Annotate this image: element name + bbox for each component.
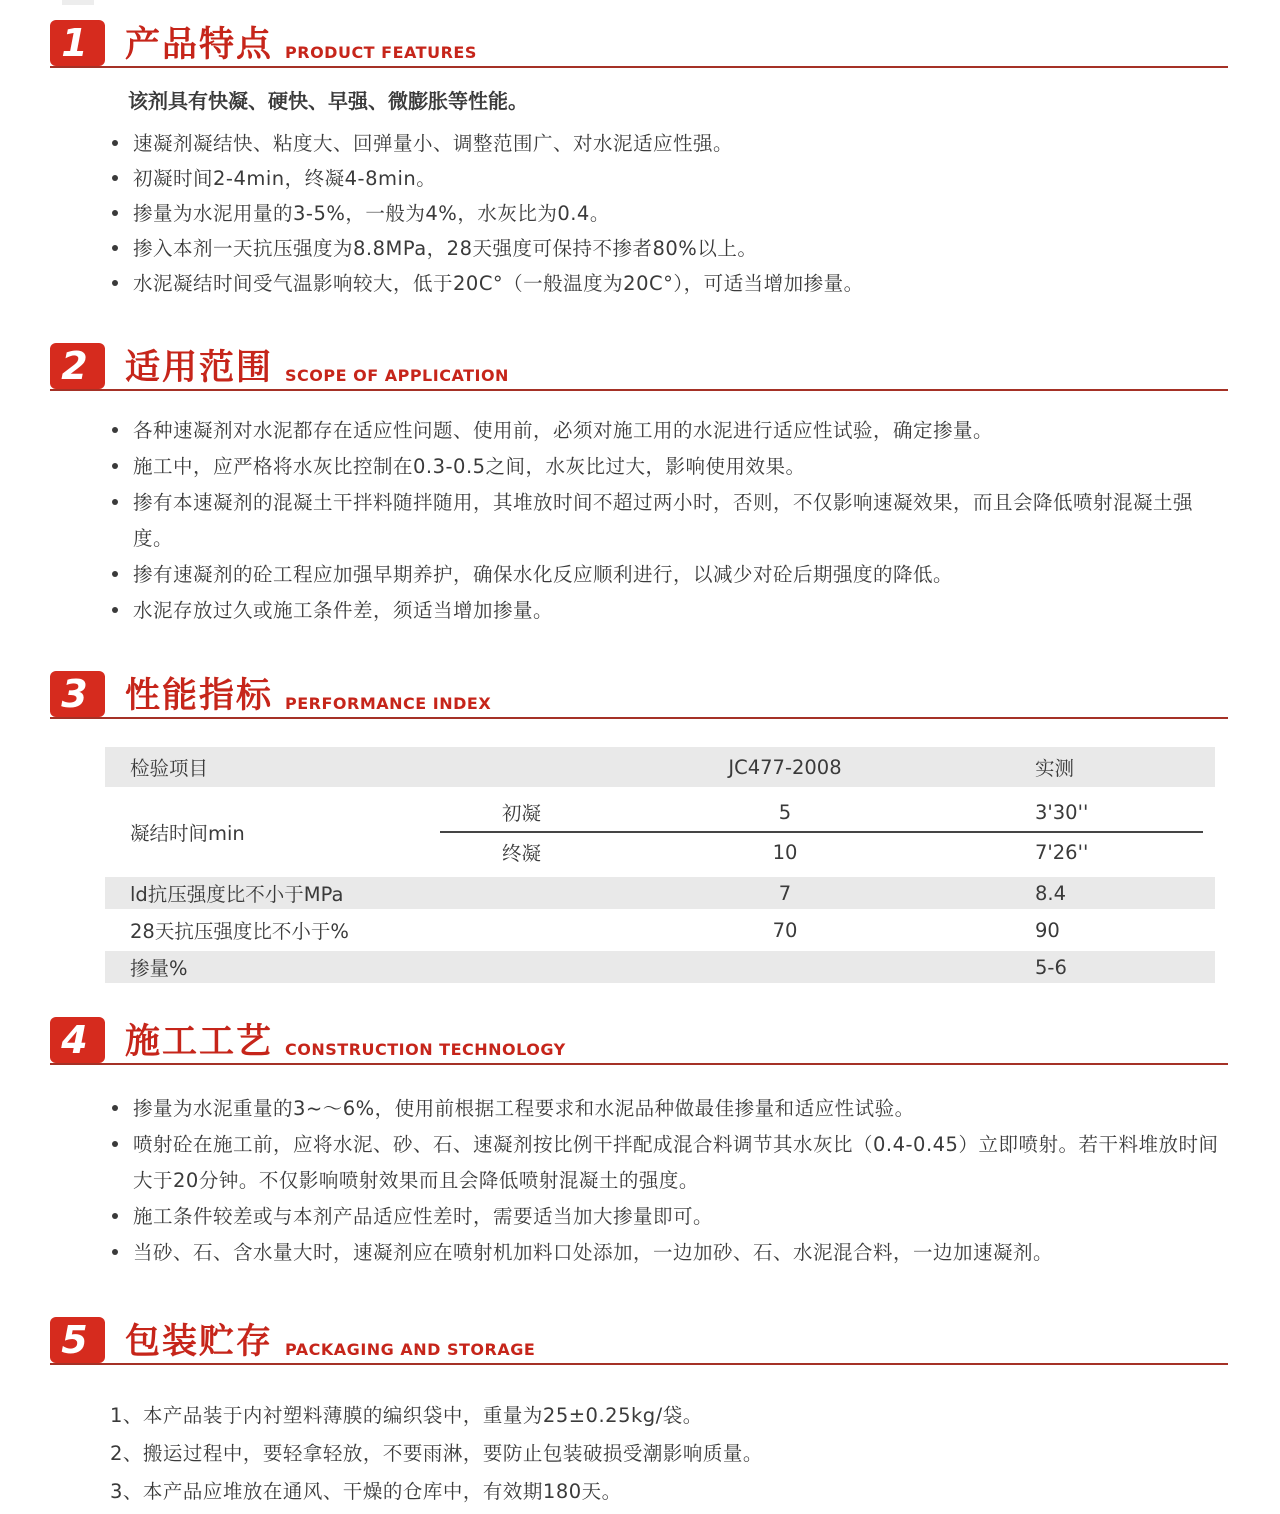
col-header-measured: 实测 bbox=[1035, 757, 1075, 780]
bullet-text: 速凝剂凝结快、粘度大、回弹量小、调整范围广、对水泥适应性强。 bbox=[133, 132, 734, 155]
measured-value: 7'26'' bbox=[1035, 840, 1089, 864]
section-title-zh: 适用范围 bbox=[125, 348, 274, 388]
section-title-en: CONSTRUCTION TECHNOLOGY bbox=[285, 1040, 566, 1059]
setting-time-label: 凝结时间min bbox=[130, 822, 245, 845]
bullet-dot-icon bbox=[112, 427, 118, 433]
section-product-features bbox=[0, 18, 1280, 301]
bullet-dot-icon bbox=[112, 499, 118, 505]
bullet-text: 水泥凝结时间受气温影响较大，低于20C°（一般温度为20C°），可适当增加掺量。 bbox=[133, 272, 864, 295]
section-title-zh: 产品特点 bbox=[125, 25, 274, 65]
scope-bullet-list bbox=[0, 413, 1225, 629]
performance-table bbox=[105, 747, 1215, 983]
table-row-initial-set bbox=[440, 793, 1215, 831]
features-bullet-list bbox=[0, 126, 1225, 301]
bullet-item bbox=[133, 231, 1225, 266]
bullet-text: 初凝时间2-4min，终凝4-8min。 bbox=[133, 167, 437, 190]
bullet-dot-icon bbox=[112, 1141, 118, 1147]
section-title-zh: 性能指标 bbox=[125, 676, 274, 716]
bullet-item bbox=[133, 593, 1225, 629]
jc-value: 7 bbox=[778, 881, 792, 905]
bullet-dot-icon bbox=[112, 1213, 118, 1219]
section-header bbox=[50, 1315, 1228, 1365]
bullet-item bbox=[133, 1199, 1225, 1235]
bullet-text: 各种速凝剂对水泥都存在适应性问题、使用前，必须对施工用的水泥进行适应性试验，确定掺量。 bbox=[133, 419, 994, 442]
bullet-dot-icon bbox=[112, 175, 118, 181]
section-number-badge: 5 bbox=[50, 1317, 105, 1363]
bullet-text: 施工条件较差或与本剂产品适应性差时，需要适当加大掺量即可。 bbox=[133, 1205, 714, 1228]
measured-value: 3'30'' bbox=[1035, 800, 1089, 824]
section-title-en: PRODUCT FEATURES bbox=[285, 43, 477, 62]
section-number-badge: 2 bbox=[50, 343, 105, 389]
section-packaging-storage bbox=[0, 1315, 1280, 1511]
bullet-dot-icon bbox=[112, 245, 118, 251]
bullet-item bbox=[133, 196, 1225, 231]
section-title-zh: 包装贮存 bbox=[125, 1322, 274, 1362]
section-header bbox=[50, 341, 1228, 391]
bullet-dot-icon bbox=[112, 210, 118, 216]
row-item-label: 掺量% bbox=[130, 957, 188, 980]
section-title-en: PERFORMANCE INDEX bbox=[285, 694, 492, 713]
jc-value: 70 bbox=[772, 918, 798, 942]
col-header-item: 检验项目 bbox=[130, 757, 209, 780]
section-scope-of-application bbox=[0, 341, 1280, 629]
bullet-dot-icon bbox=[112, 1105, 118, 1111]
subrow-label: 终凝 bbox=[502, 842, 542, 865]
table-row-1d-strength bbox=[105, 877, 1215, 909]
col-header-jc477: JC477-2008 bbox=[728, 755, 842, 779]
section-header bbox=[50, 18, 1228, 68]
bullet-item bbox=[133, 485, 1225, 557]
section-header bbox=[50, 1015, 1228, 1065]
bullet-item bbox=[133, 1235, 1225, 1271]
table-row-28d-strength bbox=[105, 912, 1215, 948]
row-item-label: 28天抗压强度比不小于% bbox=[130, 920, 349, 943]
bullet-text: 掺有速凝剂的砼工程应加强早期养护，确保水化反应顺利进行，以减少对砼后期强度的降低。 bbox=[133, 563, 954, 586]
setting-time-row-group bbox=[105, 793, 1215, 871]
measured-value: 5-6 bbox=[1035, 955, 1067, 979]
row-item-label: ld抗压强度比不小于MPa bbox=[130, 883, 344, 906]
subrow-label: 初凝 bbox=[502, 802, 542, 825]
bullet-item bbox=[133, 413, 1225, 449]
bullet-item bbox=[133, 266, 1225, 301]
setting-time-subrows bbox=[440, 793, 1215, 871]
measured-value: 8.4 bbox=[1035, 881, 1067, 905]
features-intro-line: 该剂具有快凝、硬快、早强、微膨胀等性能。 bbox=[128, 89, 528, 113]
section-title-zh: 施工工艺 bbox=[125, 1022, 274, 1062]
section-performance-index bbox=[0, 669, 1280, 983]
section-number-badge: 1 bbox=[50, 20, 105, 66]
section-number-badge: 3 bbox=[50, 671, 105, 717]
bullet-dot-icon bbox=[112, 140, 118, 146]
table-row-final-set bbox=[440, 833, 1215, 871]
bullet-dot-icon bbox=[112, 463, 118, 469]
bullet-item bbox=[133, 161, 1225, 196]
bullet-dot-icon bbox=[112, 607, 118, 613]
bullet-text: 施工中，应严格将水灰比控制在0.3-0.5之间，水灰比过大，影响使用效果。 bbox=[133, 455, 806, 478]
bullet-item bbox=[133, 1127, 1225, 1199]
section-title-en: PACKAGING AND STORAGE bbox=[285, 1340, 536, 1359]
bullet-dot-icon bbox=[112, 1249, 118, 1255]
construction-bullet-list bbox=[0, 1091, 1225, 1271]
numbered-item: 3、本产品应堆放在通风、干燥的仓库中，有效期180天。 bbox=[110, 1480, 622, 1503]
numbered-item: 2、搬运过程中，要轻拿轻放，不要雨淋，要防止包装破损受潮影响质量。 bbox=[110, 1442, 763, 1465]
bullet-dot-icon bbox=[112, 571, 118, 577]
table-header-row bbox=[105, 747, 1215, 787]
jc-value: 10 bbox=[772, 840, 798, 864]
bullet-text: 水泥存放过久或施工条件差，须适当增加掺量。 bbox=[133, 599, 554, 622]
section-number-badge: 4 bbox=[50, 1017, 105, 1063]
section-header bbox=[50, 669, 1228, 719]
bullet-text: 掺量为水泥重量的3~～6%，使用前根据工程要求和水泥品种做最佳掺量和适应性试验。 bbox=[133, 1097, 915, 1120]
measured-value: 90 bbox=[1035, 918, 1060, 942]
table-row-dosage bbox=[105, 951, 1215, 983]
bullet-item bbox=[133, 449, 1225, 485]
section-construction-technology bbox=[0, 1015, 1280, 1271]
bullet-text: 掺量为水泥用量的3-5%，一般为4%，水灰比为0.4。 bbox=[133, 202, 610, 225]
scan-crop-fragment bbox=[62, 0, 94, 5]
bullet-text: 掺入本剂一天抗压强度为8.8MPa，28天强度可保持不掺者80%以上。 bbox=[133, 237, 758, 260]
bullet-text: 喷射砼在施工前，应将水泥、砂、石、速凝剂按比例干拌配成混合料调节其水灰比（0.4-0.45）立即喷射。若干料堆放时间大于20分钟。不仅影响喷射效果而且会降低喷射混凝土的强度。 bbox=[133, 1133, 1219, 1192]
bullet-text: 当砂、石、含水量大时，速凝剂应在喷射机加料口处添加，一边加砂、石、水泥混合料，一边加速凝剂。 bbox=[133, 1241, 1054, 1264]
numbered-item: 1、本产品装于内衬塑料薄膜的编织袋中，重量为25±0.25kg/袋。 bbox=[110, 1404, 703, 1427]
bullet-item bbox=[133, 1091, 1225, 1127]
bullet-item bbox=[133, 557, 1225, 593]
section-title-en: SCOPE OF APPLICATION bbox=[285, 366, 509, 385]
bullet-item bbox=[133, 126, 1225, 161]
jc-value: 5 bbox=[778, 800, 792, 824]
packaging-numbered-list bbox=[110, 1397, 1225, 1511]
bullet-dot-icon bbox=[112, 280, 118, 286]
bullet-text: 掺有本速凝剂的混凝土干拌料随拌随用，其堆放时间不超过两小时，否则，不仅影响速凝效果，而且会降低喷射混凝土强度。 bbox=[133, 491, 1194, 550]
